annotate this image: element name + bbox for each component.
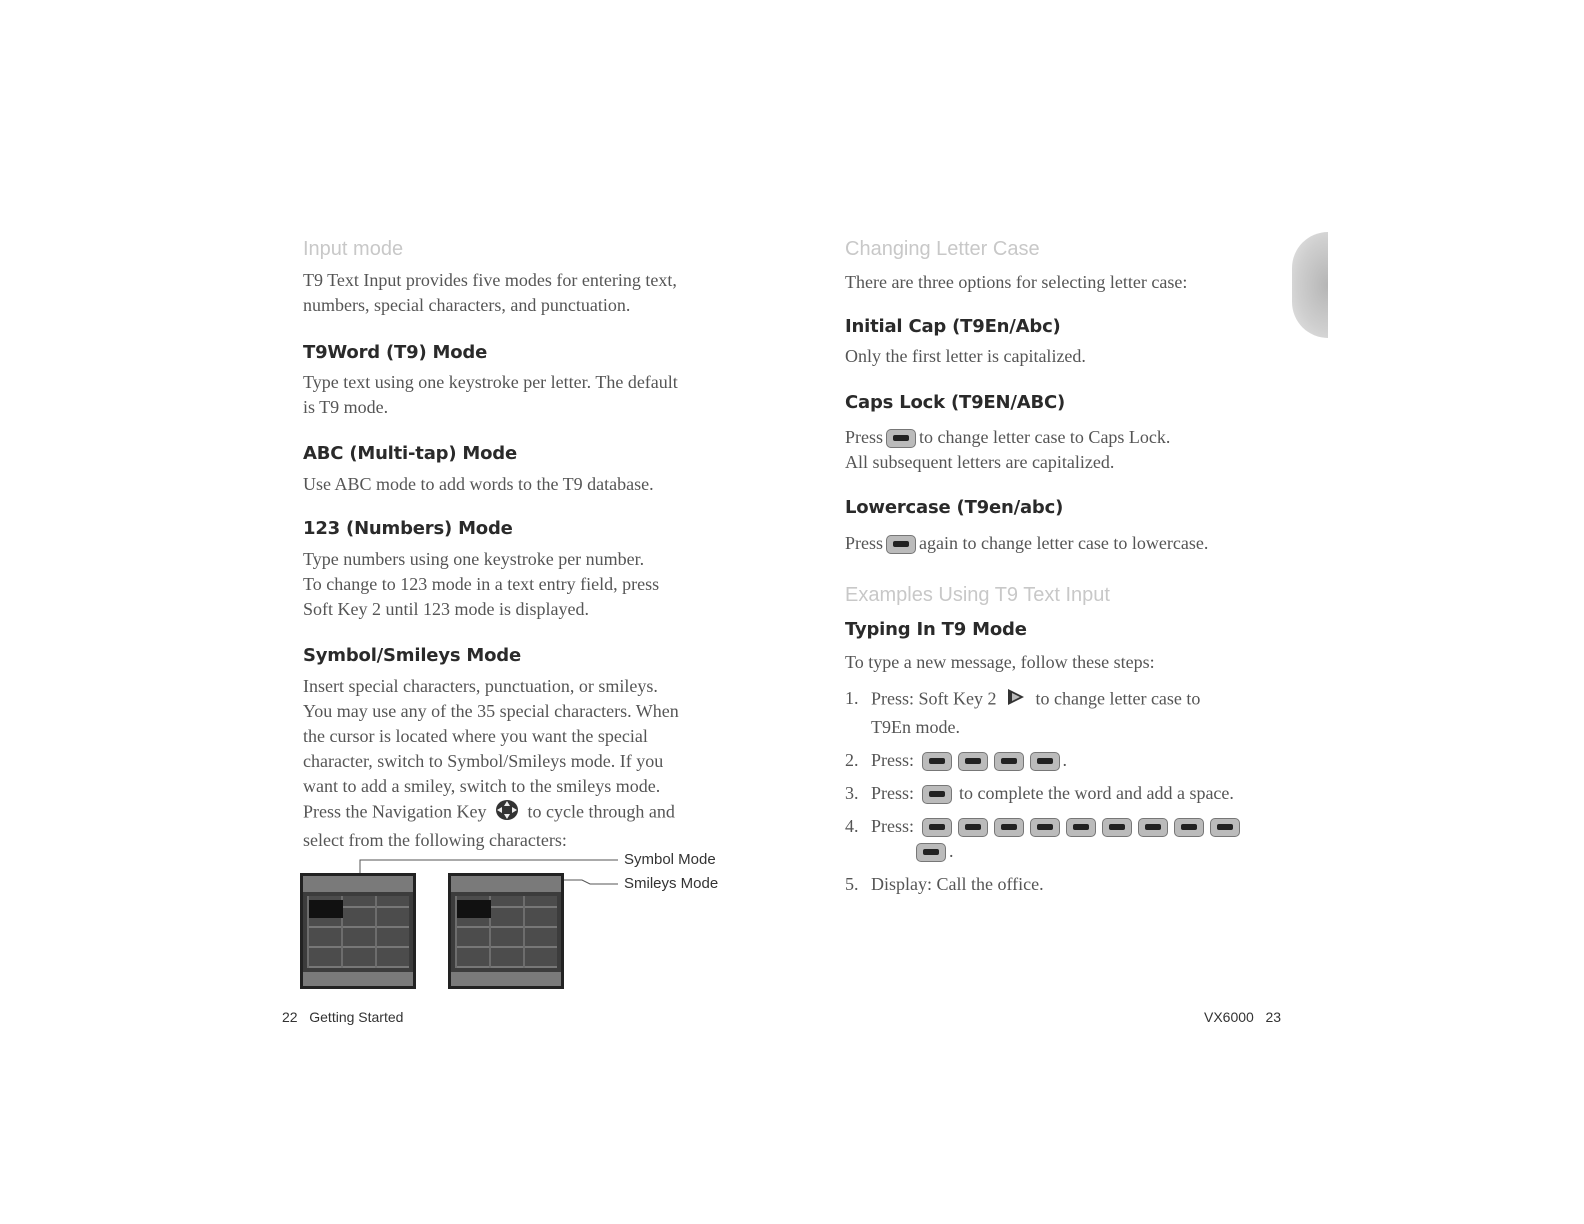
symbol-mode-screen xyxy=(300,873,416,989)
heading-initial-cap: Initial Cap (T9En/Abc) xyxy=(845,316,1061,337)
typing-steps-list xyxy=(845,686,1275,905)
abc-description: Use ABC mode to add words to the T9 database. xyxy=(303,474,654,494)
step-5: 5. Display: Call the office. xyxy=(845,874,1044,894)
step-4: 4. Press: . xyxy=(845,814,1275,864)
footer-right xyxy=(1204,1009,1281,1025)
input-mode-intro: T9 Text Input provides five modes for entering text, numbers, special characters, and punctuation. xyxy=(303,270,677,315)
heading-lowercase: Lowercase (T9en/abc) xyxy=(845,497,1064,518)
footer-section-label: Getting Started xyxy=(309,1009,404,1025)
page-number-right: 23 xyxy=(1265,1009,1282,1025)
key-2-icon xyxy=(922,818,952,837)
section-title-changing-letter-case: Changing Letter Case xyxy=(845,238,1040,260)
section-title-input-mode: Input mode xyxy=(303,238,404,260)
key-2-icon xyxy=(922,752,952,771)
step-2: 2. Press: . xyxy=(845,750,1068,770)
initial-cap-description: Only the first letter is capitalized. xyxy=(845,346,1086,366)
lowercase-description: Press again to change letter case to lowercase. xyxy=(845,533,1209,553)
footer-left xyxy=(282,1009,403,1025)
key-4-icon xyxy=(1174,818,1204,837)
key-6-icon xyxy=(994,752,1024,771)
callout-symbol-mode: Symbol Mode xyxy=(624,851,716,868)
key-2-icon xyxy=(1210,818,1240,837)
heading-caps-lock: Caps Lock (T9EN/ABC) xyxy=(845,392,1066,413)
space-key-icon xyxy=(922,785,952,804)
key-2-icon xyxy=(958,752,988,771)
heading-typing-in-t9: Typing In T9 Mode xyxy=(845,619,1027,640)
step-3: 3. Press: to complete the word and add a space. xyxy=(845,783,1234,803)
heading-t9word-mode: T9Word (T9) Mode xyxy=(303,342,488,363)
navigation-key-icon xyxy=(495,799,519,828)
key-6-icon xyxy=(1066,818,1096,837)
shift-key-icon xyxy=(886,429,916,448)
caps-lock-description: Press to change letter case to Caps Lock. All subsequent letters are capitalized. xyxy=(845,427,1171,472)
soft-key-2-icon xyxy=(1005,686,1027,715)
key-3-icon xyxy=(1138,818,1168,837)
page-number-left: 22 xyxy=(282,1009,298,1025)
step-1: 1. Press: Soft Key 2 to change letter case to T9En mode. xyxy=(845,688,1201,737)
heading-symbol-smileys-mode: Symbol/Smileys Mode xyxy=(303,645,522,666)
key-4-icon xyxy=(958,818,988,837)
smileys-mode-screen xyxy=(448,873,564,989)
letter-case-intro: There are three options for selecting letter case: xyxy=(845,272,1188,292)
key-3-icon xyxy=(916,843,946,862)
symbol-description: Insert special characters, punctuation, or smileys. You may use any of the 35 special characters. When the cursor is located where you want the special character, switch to Symbol/Smileys mode. If you want to add a smiley, switch to the smileys mode. Press the Navigation Key to cycle through and select from the following characters: xyxy=(303,674,753,853)
key-3-icon xyxy=(994,818,1024,837)
key-3-icon xyxy=(1102,818,1132,837)
footer-model-label: VX6000 xyxy=(1204,1009,1254,1025)
callout-smileys-mode: Smileys Mode xyxy=(624,875,719,892)
heading-numbers-mode: 123 (Numbers) Mode xyxy=(303,518,513,539)
section-title-examples: Examples Using T9 Text Input xyxy=(845,584,1110,606)
shift-key-icon xyxy=(886,535,916,554)
t9word-description: Type text using one keystroke per letter. The default is T9 mode. xyxy=(303,372,678,417)
navigation-key-line: Press the Navigation Key to cycle through and xyxy=(303,799,753,828)
key-pound-icon xyxy=(1030,818,1060,837)
chapter-side-tab xyxy=(1292,232,1328,338)
heading-abc-mode: ABC (Multi-tap) Mode xyxy=(303,443,517,464)
key-6-icon xyxy=(1030,752,1060,771)
typing-intro: To type a new message, follow these steps: xyxy=(845,652,1155,672)
numbers-description: Type numbers using one keystroke per number. To change to 123 mode in a text entry field, press Soft Key 2 until 123 mode is displayed. xyxy=(303,549,660,619)
